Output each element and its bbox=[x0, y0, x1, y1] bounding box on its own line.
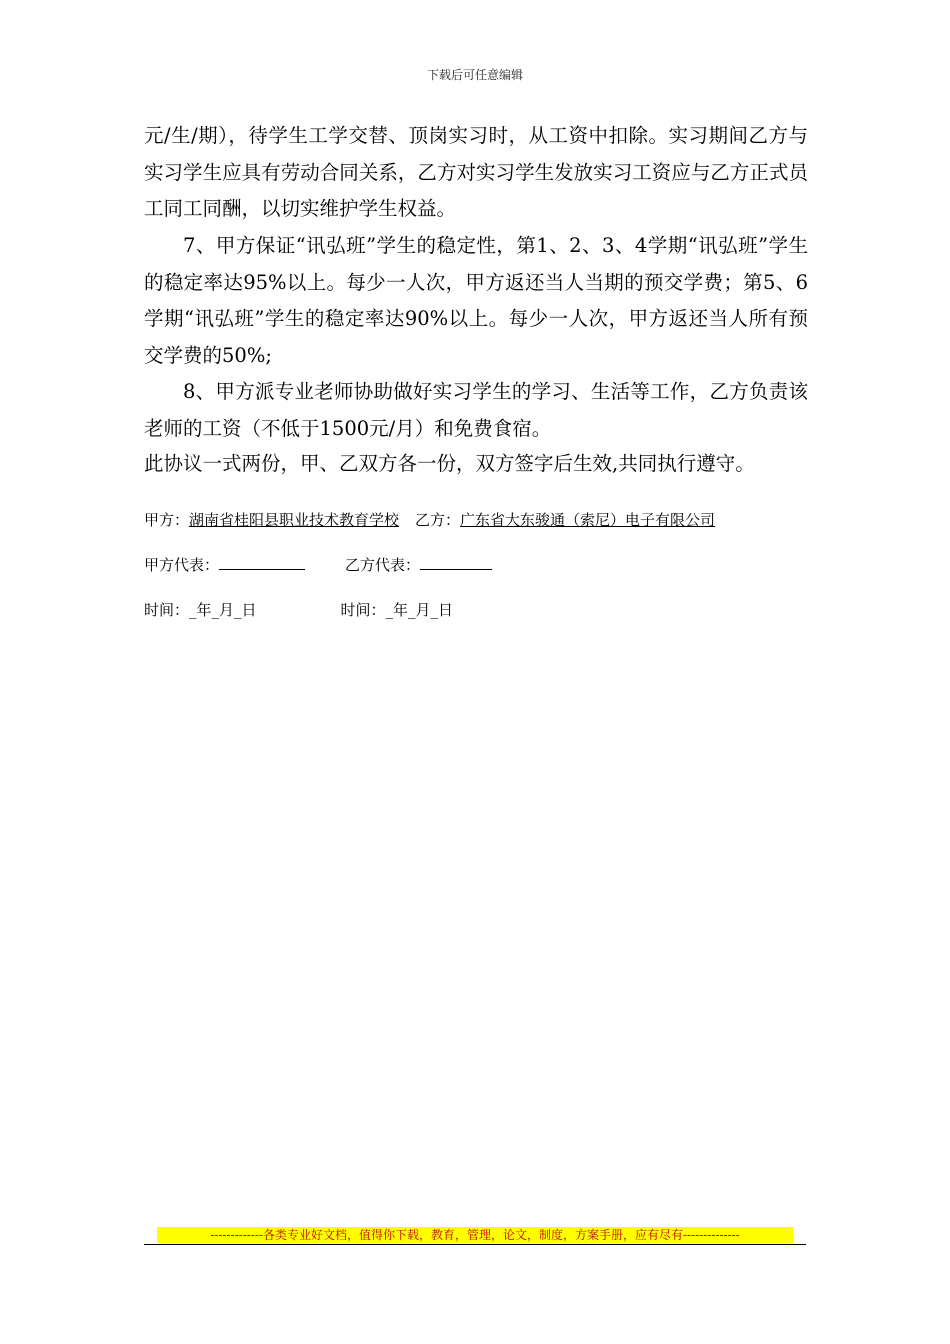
parties-line bbox=[144, 509, 715, 530]
paragraph-8 bbox=[144, 374, 808, 447]
closing-statement: 此协议一式两份，甲、乙双方各一份，双方签字后生效,共同执行遵守。 bbox=[144, 452, 755, 475]
paragraph-6-text: 元/生/期），待学生工学交替、顶岗实习时，从工资中扣除。实习期间乙方与实习学生应具有劳动合同关系，乙方对实习学生发放实习工资应与乙方正式员工同工同酬，以切实维护学生权益。 bbox=[144, 124, 808, 220]
header-note: 下载后可任意编辑 bbox=[426, 68, 523, 82]
rep-a-label: 甲方代表： bbox=[144, 556, 220, 574]
party-b-label: 乙方： bbox=[415, 511, 461, 529]
rep-b-label: 乙方代表： bbox=[345, 556, 421, 574]
paragraph-7 bbox=[144, 228, 808, 374]
rep-b-signature-blank bbox=[420, 555, 492, 570]
footer-rule bbox=[144, 1244, 806, 1245]
rep-a-signature-blank bbox=[219, 555, 305, 570]
party-a-name: 湖南省桂阳县职业技术教育学校 bbox=[189, 511, 400, 529]
date-a: 时间：_年_月_日 bbox=[144, 601, 257, 619]
party-b-name: 广东省大东骏通（索尼）电子有限公司 bbox=[460, 511, 716, 529]
date-b: 时间：_年_月_日 bbox=[340, 601, 454, 619]
footer-banner: -------------各类专业好文档，值得你下载，教育，管理，论文，制度，方案手册，应有尽有-------------- bbox=[157, 1227, 793, 1243]
party-a-label: 甲方： bbox=[144, 511, 190, 529]
paragraph-6-continued bbox=[144, 118, 808, 228]
dates-line bbox=[144, 599, 453, 620]
paragraph-7-text: 7、甲方保证“讯弘班”学生的稳定性，第1、2、3、4学期“讯弘班”学生的稳定率达95%以上。每少一人次，甲方返还当人当期的预交学费；第5、6学期“讯弘班”学生的稳定率达90%以上。每少一人次，甲方返还当人所有预交学费的50%; bbox=[144, 234, 808, 367]
representatives-line bbox=[144, 554, 492, 575]
paragraph-8-text: 8、甲方派专业老师协助做好实习学生的学习、生活等工作，乙方负责该老师的工资（不低于1500元/月）和免费食宿。 bbox=[144, 380, 808, 440]
